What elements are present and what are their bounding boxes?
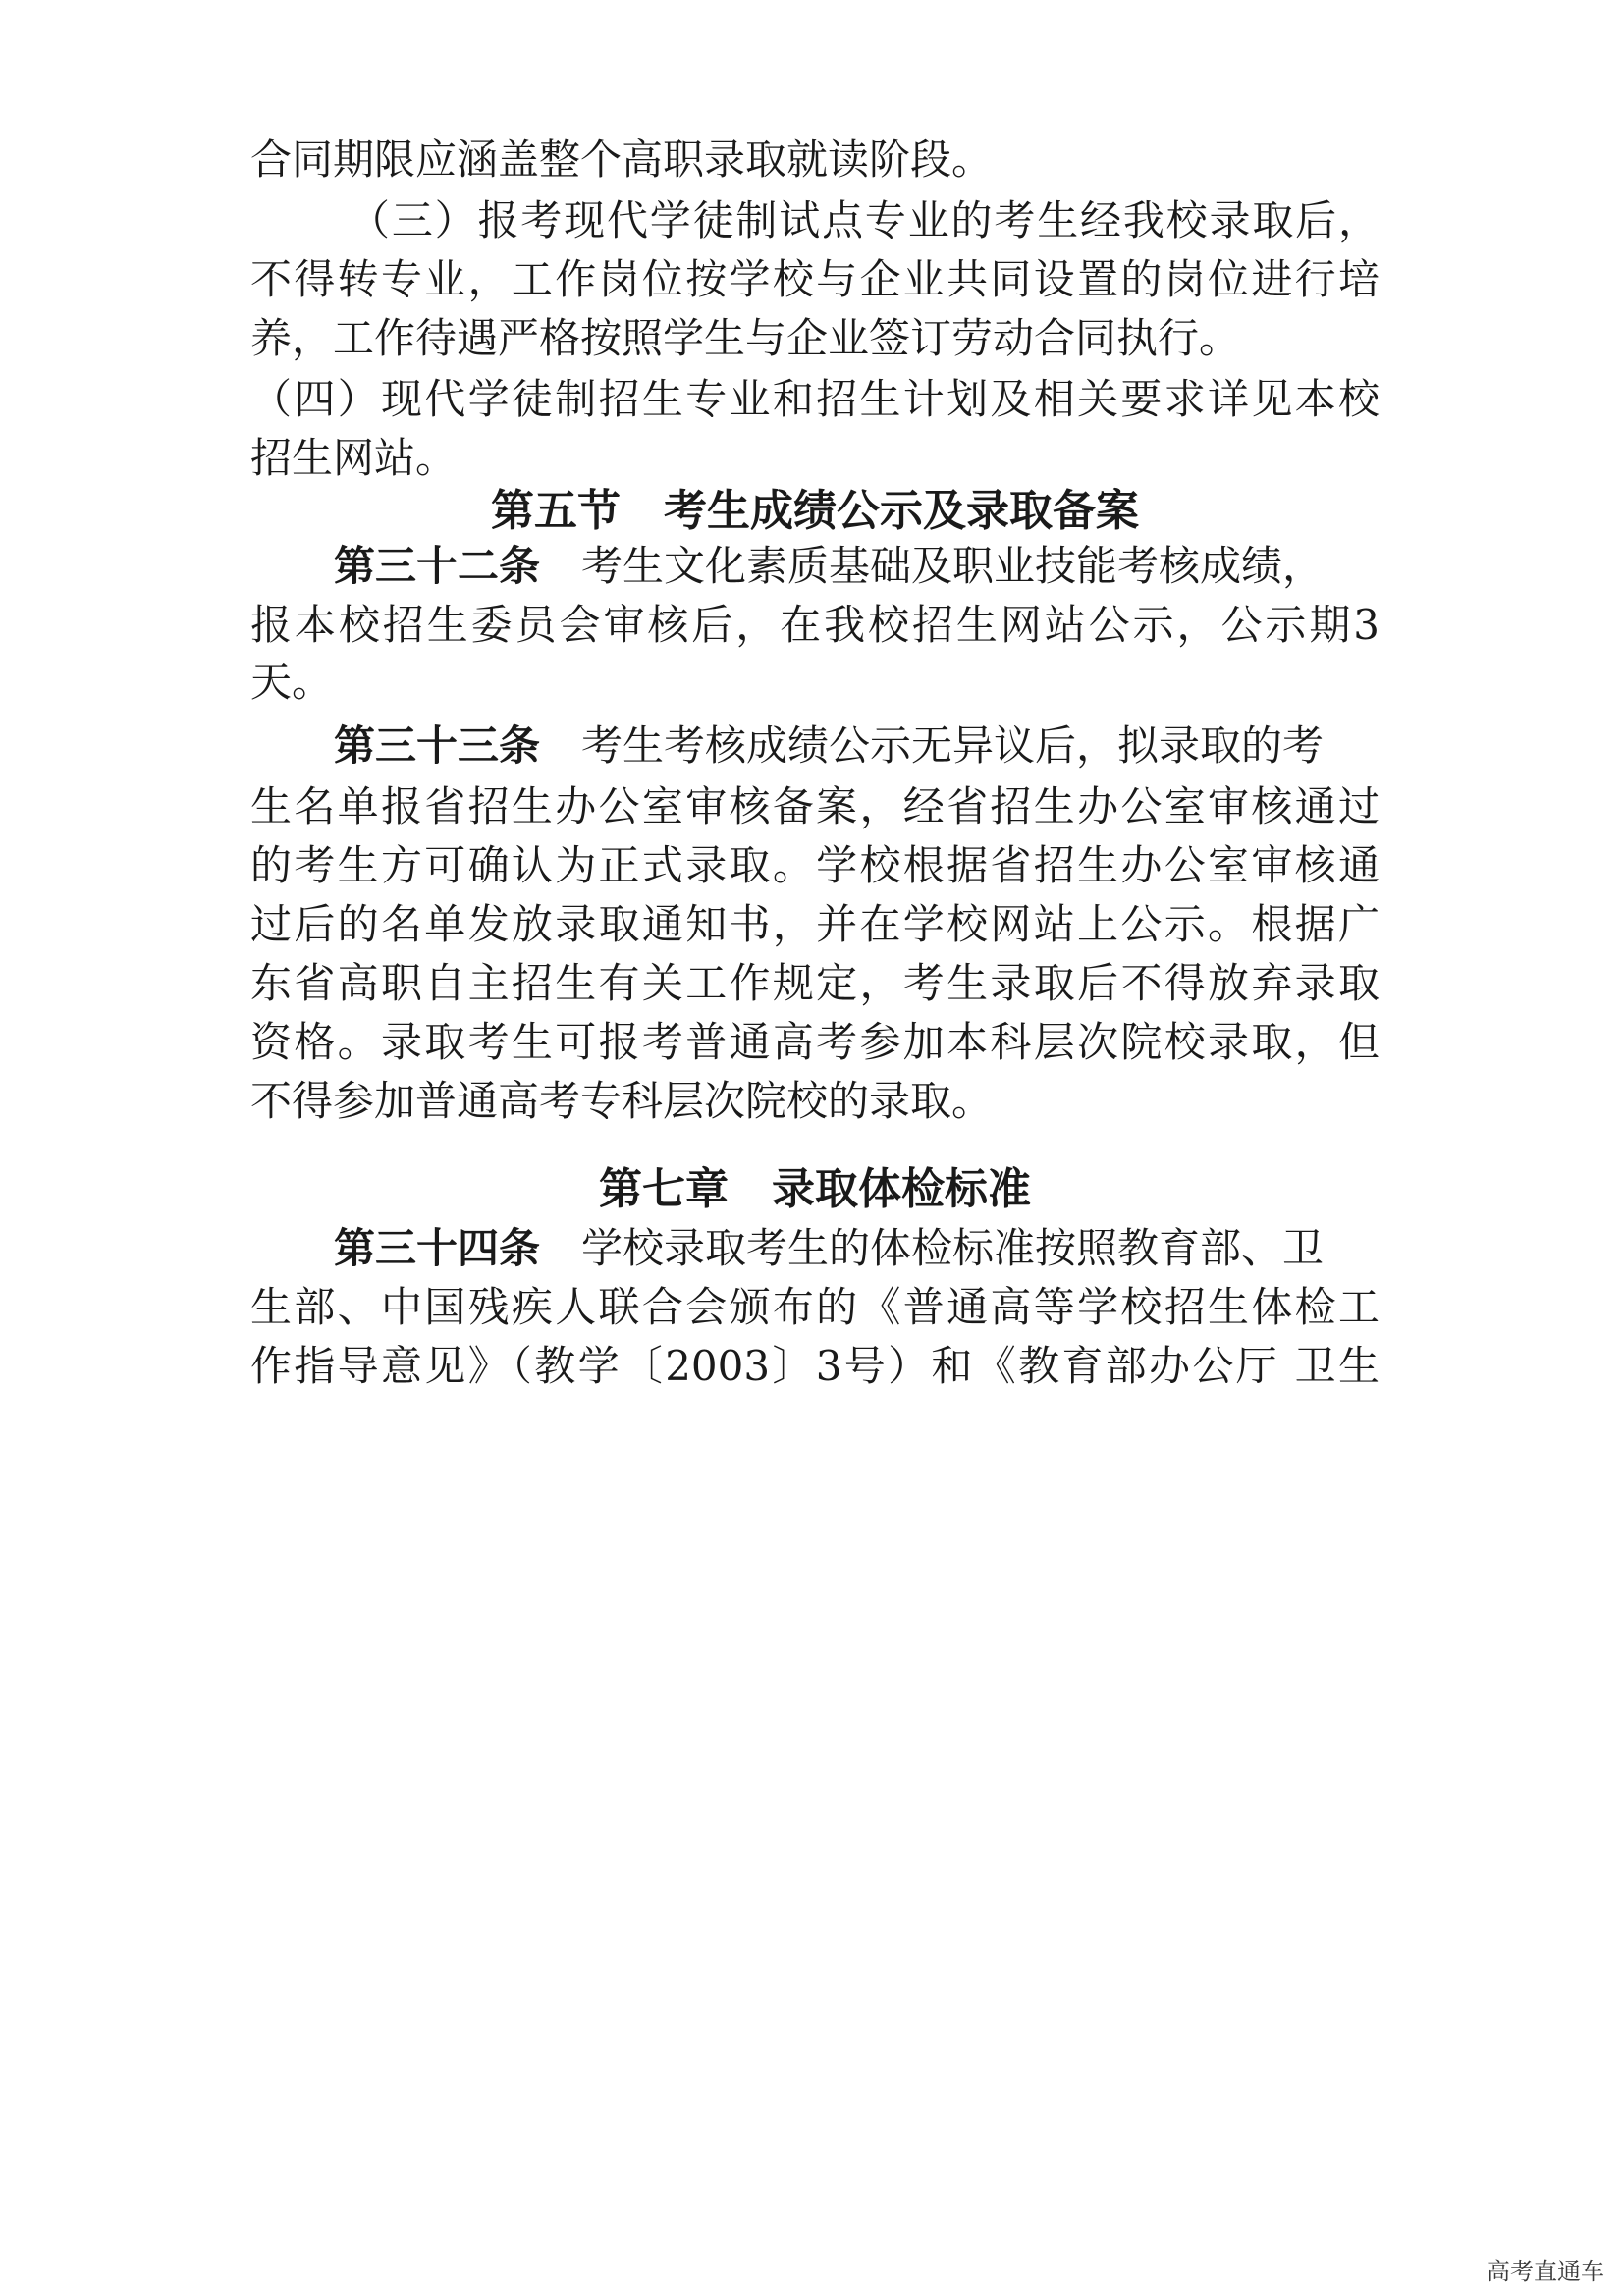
article-label: 第三十三条 — [334, 721, 541, 770]
paragraph-line: 不得转专业，工作岗位按学校与企业共同设置的岗位进行培 — [250, 255, 1380, 303]
article-label: 第三十四条 — [334, 1224, 541, 1272]
paragraph-line: （四）现代学徒制招生专业和招生计划及相关要求详见本校 — [250, 375, 1380, 423]
article-text: 学校录取考生的体检标准按照教育部、卫 — [581, 1224, 1325, 1272]
paragraph-line: 报本校招生委员会审核后，在我校招生网站公示，公示期3 — [250, 601, 1380, 649]
section-heading: 第五节 考生成绩公示及录取备案 — [491, 486, 1139, 536]
paragraph-line: 生部、中国残疾人联合会颁布的《普通高等学校招生体检工 — [250, 1283, 1380, 1331]
article-text: 考生文化素质基础及职业技能考核成绩， — [581, 542, 1325, 590]
paragraph-line: 生名单报省招生办公室审核备案，经省招生办公室审核通过 — [250, 782, 1380, 830]
paragraph-line: 过后的名单发放录取通知书，并在学校网站上公示。根据广 — [250, 900, 1380, 948]
paragraph-line: （三）报考现代学徒制试点专业的考生经我校录取后， — [349, 196, 1380, 244]
paragraph-line: 东省高职自主招生有关工作规定，考生录取后不得放弃录取 — [250, 959, 1380, 1007]
paragraph-line: 养，工作待遇严格按照学生与企业签订劳动合同执行。 — [250, 314, 1241, 362]
paragraph-line: 作指导意见》（教学〔2003〕3号）和《教育部办公厅 卫生 — [250, 1342, 1380, 1390]
paragraph-line: 资格。录取考生可报考普通高考参加本科层次院校录取，但 — [250, 1018, 1380, 1066]
paragraph-line: 的考生方可确认为正式录取。学校根据省招生办公室审核通 — [250, 841, 1380, 889]
paragraph-line: 招生网站。 — [250, 434, 458, 482]
chapter-heading: 第七章 录取体检标准 — [599, 1164, 1031, 1214]
article-text: 考生考核成绩公示无异议后，拟录取的考 — [581, 721, 1325, 770]
article-first-line — [334, 1217, 1380, 1280]
paragraph-line: 天。 — [250, 658, 334, 706]
article-label: 第三十二条 — [334, 542, 541, 590]
paragraph-line: 不得参加普通高考专科层次院校的录取。 — [250, 1077, 994, 1125]
paragraph-line: 合同期限应涵盖整个高职录取就读阶段。 — [250, 135, 994, 184]
watermark: 高考直通车 — [1481, 2250, 1610, 2288]
article-first-line — [334, 715, 1380, 777]
article-first-line — [334, 535, 1380, 598]
